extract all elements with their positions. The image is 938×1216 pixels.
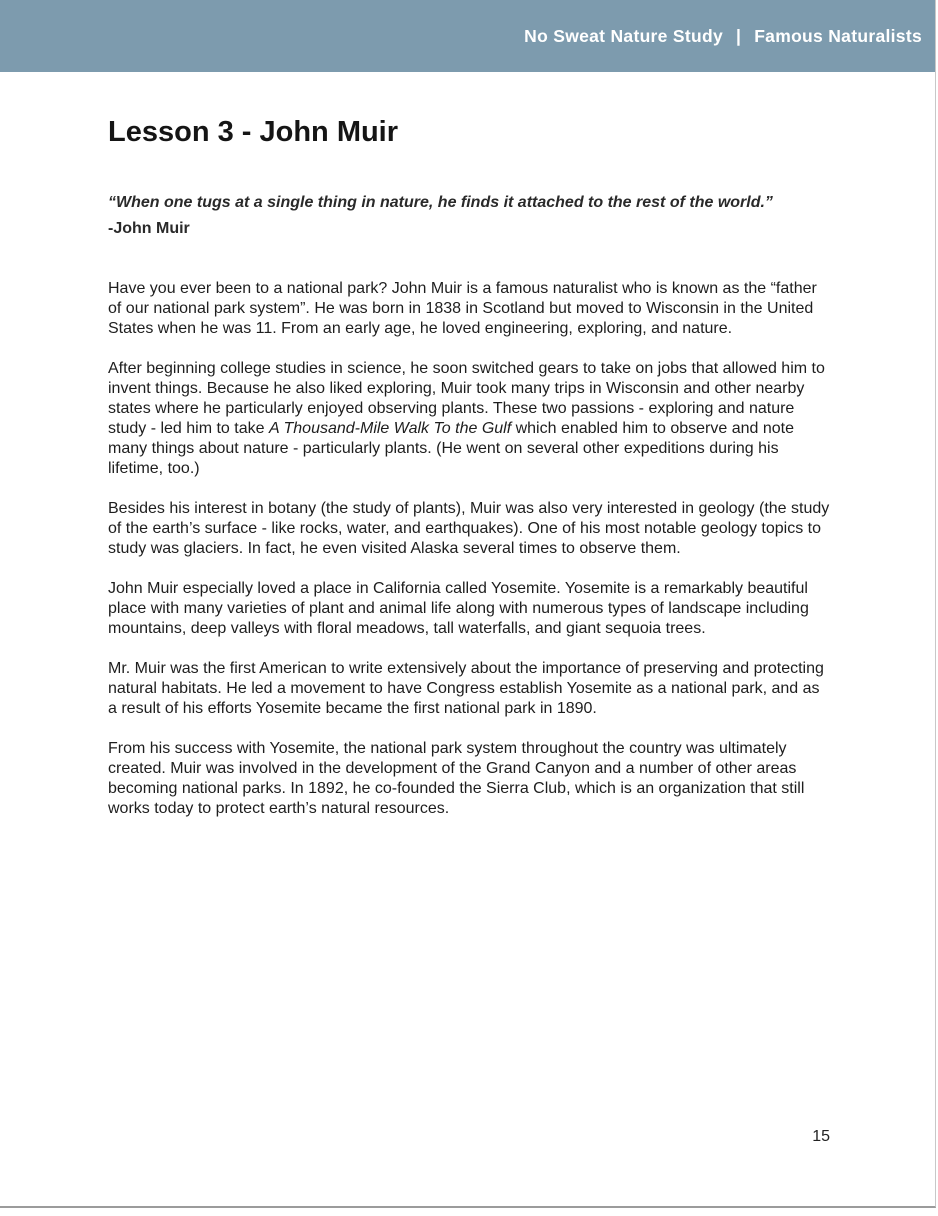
lesson-title: Lesson 3 - John Muir [108, 116, 399, 148]
paragraph-2 [108, 359, 831, 479]
paragraph-3: Besides his interest in botany (the study of plants), Muir was also very interested in geology (the study of the earth’s surface - like rocks, water, and earthquakes). One of his most notable geology topics to study was glaciers. In fact, he even visited Alaska several times to observe them. [108, 500, 830, 557]
paragraph-2-text: After beginning college studies in science, he soon switched gears to take on jobs that allowed him to invent things. Because he also liked exploring, Muir took many trips in Wisconsin and other nearby states where he particularly enjoyed observing plants. These two passions - exploring and nature study - led him to take [108, 360, 825, 437]
paragraph-2-text-continued: which enabled him to observe and note many things about nature - particularly plants. (He went on several other expeditions during his lifetime, too.) [108, 420, 795, 477]
lesson-content [0, 117, 935, 819]
header-bar [0, 0, 935, 72]
paragraph-4: John Muir especially loved a place in California called Yosemite. Yosemite is a remarkably beautiful place with many varieties of plant and animal life along with numerous types of landscape including mountains, deep valleys with floral meadows, tall waterfalls, and giant sequoia trees. [108, 580, 809, 637]
quote-attribution: -John Muir [108, 220, 190, 237]
book-title-italic: A Thousand-Mile Walk To the Gulf [268, 420, 512, 437]
header-series-title: No Sweat Nature Study [524, 25, 723, 46]
page-number: 15 [812, 1128, 830, 1145]
paragraph-1: Have you ever been to a national park? John Muir is a famous naturalist who is known as the “father of our national park system”. He was born in 1838 in Scotland but moved to Wisconsin in the United States when he was 11. From an early age, he loved engineering, exploring, and nature. [108, 280, 817, 337]
header-section-title: Famous Naturalists [754, 25, 922, 46]
quote-text: “When one tugs at a single thing in nature, he finds it attached to the rest of the world.” [108, 194, 773, 211]
paragraph-5: Mr. Muir was the first American to write extensively about the importance of preserving and protecting natural habitats. He led a movement to have Congress establish Yosemite as a national park, and as a result of his efforts Yosemite became the first national park in 1890. [108, 660, 824, 717]
paragraph-6: From his success with Yosemite, the national park system throughout the country was ultimately created. Muir was involved in the development of the Grand Canyon and a number of other areas becoming national parks. In 1892, he co-founded the Sierra Club, which is an organization that still works today to protect earth’s natural resources. [108, 740, 805, 817]
header-separator: | [735, 25, 742, 46]
